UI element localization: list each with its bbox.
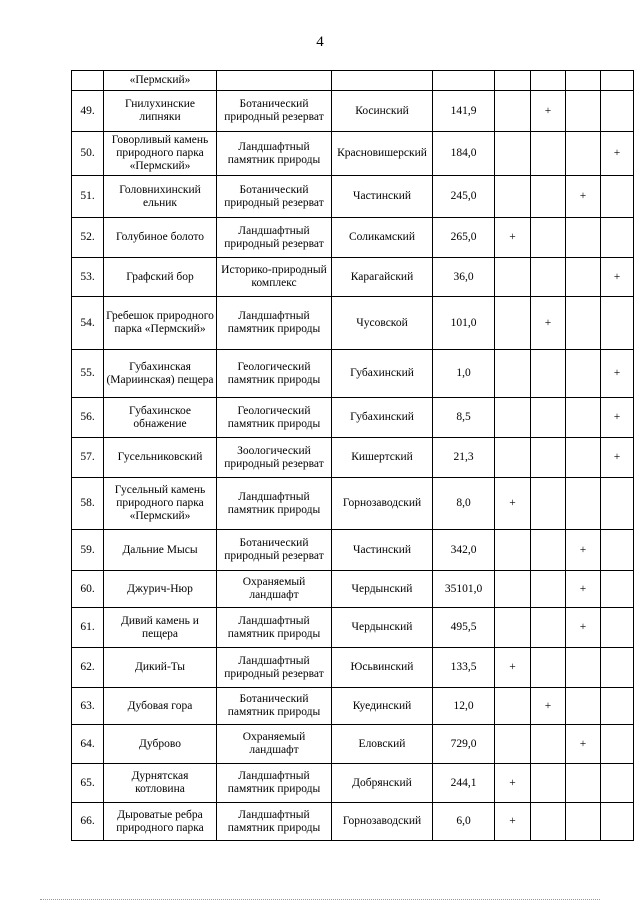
area-size: 245,0 xyxy=(433,176,495,218)
table-row xyxy=(72,648,634,688)
area-size: 184,0 xyxy=(433,132,495,176)
table-row xyxy=(72,91,634,132)
area-name: Губахинская (Мариинская) пещера xyxy=(104,350,217,398)
mark-col-1: + xyxy=(495,478,531,530)
district-name: Чердынский xyxy=(332,571,433,608)
area-name: Головнихинский ельник xyxy=(104,176,217,218)
area-category: Ландшафтный памятник природы xyxy=(217,132,332,176)
mark-col-1 xyxy=(495,725,531,764)
table-row xyxy=(72,571,634,608)
district-name: Косинский xyxy=(332,91,433,132)
area-name: Гусельный камень природного парка «Пермский» xyxy=(104,478,217,530)
row-number: 63. xyxy=(72,688,104,725)
mark-col-4: + xyxy=(601,132,634,176)
table-body xyxy=(72,71,634,841)
mark-col-3 xyxy=(566,398,601,438)
table-row xyxy=(72,350,634,398)
area-category: Геологический памятник природы xyxy=(217,350,332,398)
mark-col-3: + xyxy=(566,608,601,648)
table-row xyxy=(72,725,634,764)
mark-col-3 xyxy=(566,132,601,176)
area-name: Джурич-Нюр xyxy=(104,571,217,608)
area-size: 244,1 xyxy=(433,764,495,803)
table-row xyxy=(72,218,634,258)
row-number: 53. xyxy=(72,258,104,297)
district-name: Юсьвинский xyxy=(332,648,433,688)
row-number: 66. xyxy=(72,803,104,841)
table-row xyxy=(72,132,634,176)
mark-col-1 xyxy=(495,571,531,608)
mark-col-4 xyxy=(601,803,634,841)
area-name: Губахинское обнажение xyxy=(104,398,217,438)
row-number: 50. xyxy=(72,132,104,176)
mark-col-1 xyxy=(495,398,531,438)
table-row xyxy=(72,764,634,803)
area-name: Графский бор xyxy=(104,258,217,297)
district-name: Чусовской xyxy=(332,297,433,350)
area-size: 1,0 xyxy=(433,350,495,398)
mark-col-3 xyxy=(566,91,601,132)
mark-col-3: + xyxy=(566,530,601,571)
area-category: Охраняемый ландшафт xyxy=(217,725,332,764)
area-category: Ландшафтный памятник природы xyxy=(217,803,332,841)
area-category: Ботанический природный резерват xyxy=(217,530,332,571)
row-number: 62. xyxy=(72,648,104,688)
area-size: 6,0 xyxy=(433,803,495,841)
mark-col-2 xyxy=(531,132,566,176)
mark-col-2 xyxy=(531,71,566,91)
table-row xyxy=(72,398,634,438)
mark-col-1 xyxy=(495,132,531,176)
page-number: 4 xyxy=(316,34,324,50)
mark-col-1 xyxy=(495,608,531,648)
area-size xyxy=(433,71,495,91)
mark-col-4: + xyxy=(601,438,634,478)
area-size: 12,0 xyxy=(433,688,495,725)
district-name: Добрянский xyxy=(332,764,433,803)
mark-col-2 xyxy=(531,218,566,258)
table-row xyxy=(72,297,634,350)
mark-col-4 xyxy=(601,608,634,648)
area-name: Дикий-Ты xyxy=(104,648,217,688)
district-name: Губахинский xyxy=(332,350,433,398)
mark-col-4 xyxy=(601,218,634,258)
mark-col-2 xyxy=(531,350,566,398)
area-size: 133,5 xyxy=(433,648,495,688)
mark-col-4: + xyxy=(601,258,634,297)
table-row xyxy=(72,258,634,297)
mark-col-1 xyxy=(495,258,531,297)
area-name: «Пермский» xyxy=(104,71,217,91)
mark-col-2 xyxy=(531,608,566,648)
district-name: Частинский xyxy=(332,530,433,571)
mark-col-3 xyxy=(566,350,601,398)
mark-col-1: + xyxy=(495,648,531,688)
district-name: Соликамский xyxy=(332,218,433,258)
mark-col-3: + xyxy=(566,571,601,608)
mark-col-3: + xyxy=(566,725,601,764)
mark-col-4 xyxy=(601,725,634,764)
mark-col-2: + xyxy=(531,91,566,132)
row-number: 49. xyxy=(72,91,104,132)
district-name: Куединский xyxy=(332,688,433,725)
area-category: Историко-природный комплекс xyxy=(217,258,332,297)
mark-col-1: + xyxy=(495,218,531,258)
area-category xyxy=(217,71,332,91)
area-name: Гребешок природного парка «Пермский» xyxy=(104,297,217,350)
row-number: 51. xyxy=(72,176,104,218)
table-row xyxy=(72,530,634,571)
area-size: 265,0 xyxy=(433,218,495,258)
mark-col-2 xyxy=(531,258,566,297)
area-name: Дальние Мысы xyxy=(104,530,217,571)
row-number: 57. xyxy=(72,438,104,478)
area-category: Ландшафтный памятник природы xyxy=(217,608,332,648)
area-size: 729,0 xyxy=(433,725,495,764)
mark-col-3 xyxy=(566,478,601,530)
row-number xyxy=(72,71,104,91)
mark-col-4 xyxy=(601,688,634,725)
area-category: Ландшафтный памятник природы xyxy=(217,478,332,530)
mark-col-1 xyxy=(495,176,531,218)
area-name: Гусельниковский xyxy=(104,438,217,478)
district-name: Кишертский xyxy=(332,438,433,478)
area-category: Ландшафтный природный резерват xyxy=(217,218,332,258)
mark-col-1 xyxy=(495,688,531,725)
area-name: Дубовая гора xyxy=(104,688,217,725)
mark-col-2 xyxy=(531,478,566,530)
area-category: Ландшафтный природный резерват xyxy=(217,648,332,688)
area-category: Ботанический природный резерват xyxy=(217,91,332,132)
area-category: Ботанический памятник природы xyxy=(217,688,332,725)
area-size: 101,0 xyxy=(433,297,495,350)
row-number: 58. xyxy=(72,478,104,530)
mark-col-4 xyxy=(601,478,634,530)
area-name: Дуброво xyxy=(104,725,217,764)
area-size: 36,0 xyxy=(433,258,495,297)
area-category: Ландшафтный памятник природы xyxy=(217,764,332,803)
table-row xyxy=(72,176,634,218)
mark-col-2 xyxy=(531,764,566,803)
mark-col-1 xyxy=(495,438,531,478)
mark-col-2: + xyxy=(531,688,566,725)
footer-rule xyxy=(40,899,600,900)
area-category: Охраняемый ландшафт xyxy=(217,571,332,608)
mark-col-1: + xyxy=(495,803,531,841)
mark-col-4 xyxy=(601,71,634,91)
district-name: Горнозаводский xyxy=(332,478,433,530)
district-name: Еловский xyxy=(332,725,433,764)
area-name: Дыроватые ребра природного парка xyxy=(104,803,217,841)
mark-col-2 xyxy=(531,803,566,841)
mark-col-3 xyxy=(566,648,601,688)
mark-col-2 xyxy=(531,725,566,764)
mark-col-3: + xyxy=(566,176,601,218)
area-size: 342,0 xyxy=(433,530,495,571)
area-size: 495,5 xyxy=(433,608,495,648)
area-size: 35101,0 xyxy=(433,571,495,608)
area-name: Гнилухинские липняки xyxy=(104,91,217,132)
district-name: Чердынский xyxy=(332,608,433,648)
mark-col-3 xyxy=(566,297,601,350)
row-number: 65. xyxy=(72,764,104,803)
mark-col-3 xyxy=(566,688,601,725)
row-number: 56. xyxy=(72,398,104,438)
mark-col-2 xyxy=(531,398,566,438)
row-number: 52. xyxy=(72,218,104,258)
mark-col-3 xyxy=(566,71,601,91)
row-number: 59. xyxy=(72,530,104,571)
area-category: Зоологический природный резерват xyxy=(217,438,332,478)
mark-col-2 xyxy=(531,176,566,218)
district-name: Красновишерский xyxy=(332,132,433,176)
district-name xyxy=(332,71,433,91)
row-number: 64. xyxy=(72,725,104,764)
area-size: 141,9 xyxy=(433,91,495,132)
mark-col-2 xyxy=(531,648,566,688)
district-name: Губахинский xyxy=(332,398,433,438)
mark-col-3 xyxy=(566,258,601,297)
mark-col-4: + xyxy=(601,350,634,398)
mark-col-3 xyxy=(566,218,601,258)
mark-col-4 xyxy=(601,764,634,803)
table-row xyxy=(72,688,634,725)
row-number: 60. xyxy=(72,571,104,608)
row-number: 61. xyxy=(72,608,104,648)
mark-col-1 xyxy=(495,71,531,91)
area-size: 8,5 xyxy=(433,398,495,438)
mark-col-4 xyxy=(601,571,634,608)
mark-col-2: + xyxy=(531,297,566,350)
mark-col-4 xyxy=(601,648,634,688)
mark-col-2 xyxy=(531,530,566,571)
table-row xyxy=(72,71,634,91)
area-category: Ландшафтный памятник природы xyxy=(217,297,332,350)
area-name: Голубиное болото xyxy=(104,218,217,258)
mark-col-3 xyxy=(566,438,601,478)
mark-col-4 xyxy=(601,176,634,218)
mark-col-2 xyxy=(531,571,566,608)
mark-col-1 xyxy=(495,91,531,132)
district-name: Горнозаводский xyxy=(332,803,433,841)
table-row xyxy=(72,478,634,530)
mark-col-4 xyxy=(601,530,634,571)
table-row xyxy=(72,608,634,648)
area-name: Дивий камень и пещера xyxy=(104,608,217,648)
area-size: 21,3 xyxy=(433,438,495,478)
table-row xyxy=(72,438,634,478)
mark-col-1 xyxy=(495,530,531,571)
mark-col-1 xyxy=(495,297,531,350)
district-name: Частинский xyxy=(332,176,433,218)
row-number: 55. xyxy=(72,350,104,398)
area-category: Ботанический природный резерват xyxy=(217,176,332,218)
row-number: 54. xyxy=(72,297,104,350)
mark-col-1: + xyxy=(495,764,531,803)
mark-col-4 xyxy=(601,91,634,132)
district-name: Карагайский xyxy=(332,258,433,297)
area-size: 8,0 xyxy=(433,478,495,530)
mark-col-4 xyxy=(601,297,634,350)
mark-col-2 xyxy=(531,438,566,478)
area-name: Говорливый камень природного парка «Пермский» xyxy=(104,132,217,176)
protected-areas-table xyxy=(71,70,634,841)
area-name: Дурнятская котловина xyxy=(104,764,217,803)
area-category: Геологический памятник природы xyxy=(217,398,332,438)
mark-col-1 xyxy=(495,350,531,398)
mark-col-4: + xyxy=(601,398,634,438)
mark-col-3 xyxy=(566,764,601,803)
mark-col-3 xyxy=(566,803,601,841)
table-row xyxy=(72,803,634,841)
